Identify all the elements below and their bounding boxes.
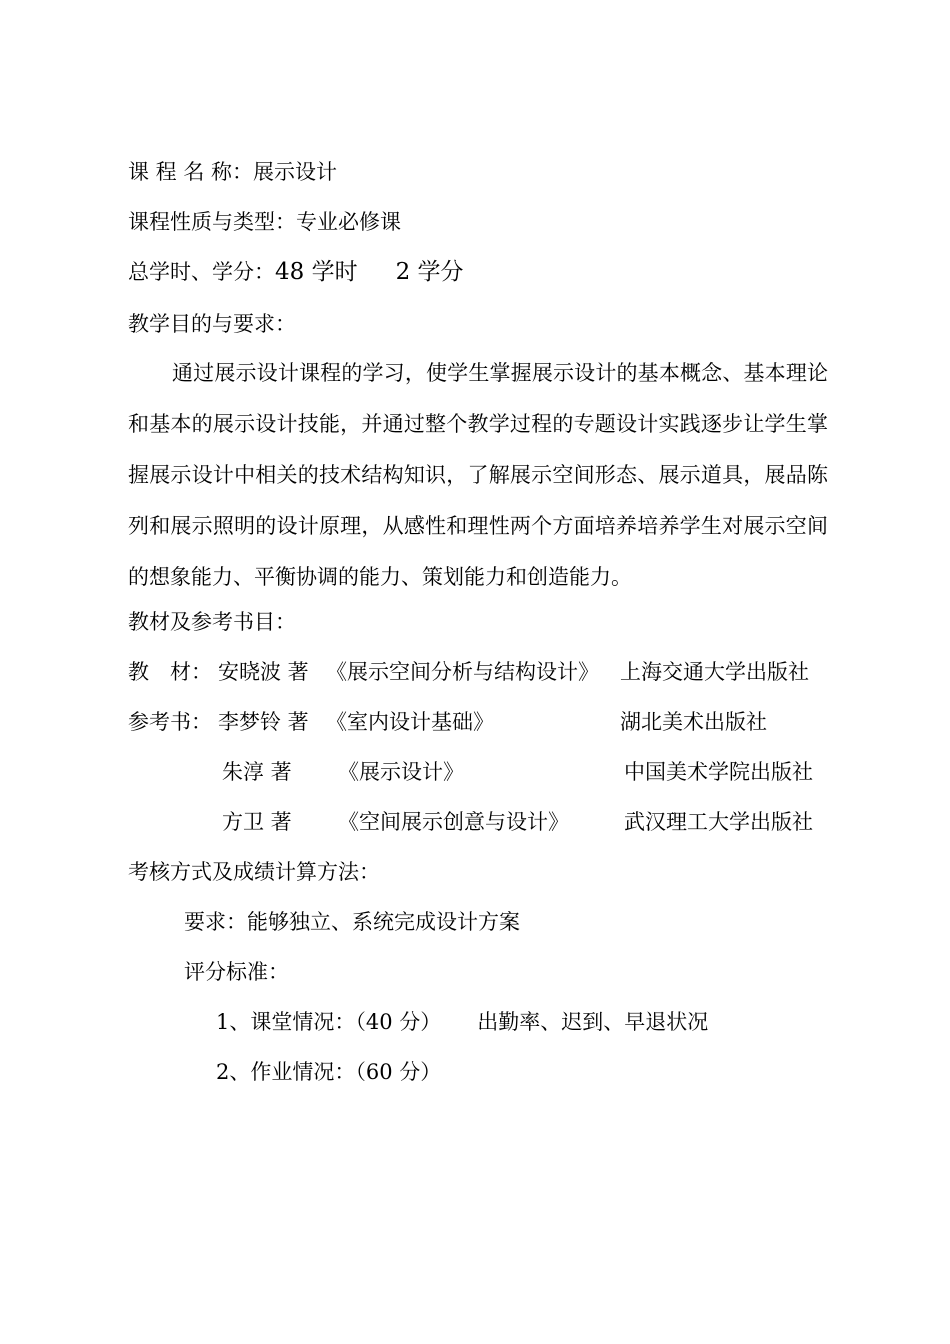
reference-author: 朱淳 著 — [222, 760, 292, 784]
criteria-item — [216, 1058, 441, 1086]
course-name-value: 展示设计 — [253, 160, 338, 184]
course-type-label: 课程性质与类型： — [128, 210, 296, 234]
course-type-row — [128, 208, 401, 236]
books-heading: 教材及参考书目： — [128, 610, 296, 634]
criteria-item-text: 1、课堂情况：（40 分） — [216, 1010, 442, 1034]
assessment-requirement: 要求：能够独立、系统完成设计方案 — [184, 910, 520, 934]
reference-row — [128, 758, 828, 786]
textbook-label: 教 材： — [128, 660, 212, 684]
reference-title: 《空间展示创意与设计》 — [338, 810, 569, 834]
reference-row — [128, 708, 828, 736]
credits-value: 2 学分 — [395, 259, 464, 285]
criteria-item-text: 2、作业情况：（60 分） — [216, 1060, 442, 1084]
reference-title: 《展示设计》 — [338, 760, 464, 784]
hours-value: 48 学时 — [275, 259, 358, 285]
textbook-author: 安晓波 著 — [218, 660, 309, 684]
textbook-publisher: 上海交通大学出版社 — [620, 660, 809, 684]
references-label: 参考书： — [128, 710, 212, 734]
criteria-item-detail: 出勤率、迟到、早退状况 — [477, 1010, 709, 1034]
reference-author: 方卫 著 — [222, 810, 292, 834]
course-name-row — [128, 158, 337, 186]
reference-publisher: 中国美术学院出版社 — [624, 760, 813, 784]
objectives-paragraph: 通过展示设计课程的学习，使学生掌握展示设计的基本概念、基本理论和基本的展示设计技能，并通过整个教学过程的专题设计实践逐步让学生掌握展示设计中相关的技术结构知识，了解展示空间形态、展示道具，展品陈列和展示照明的设计原理，从感性和理性两个方面培养培养学生对展示空间的想象能力、平衡协调的能力、策划能力和创造能力。 — [128, 361, 828, 589]
reference-title: 《室内设计基础》 — [326, 710, 494, 734]
hours-credits-row — [128, 258, 464, 286]
hours-credits-label: 总学时、学分： — [128, 260, 275, 284]
criteria-item — [216, 1008, 708, 1036]
criteria-heading: 评分标准： — [184, 960, 289, 984]
reference-publisher: 武汉理工大学出版社 — [624, 810, 813, 834]
objectives-heading: 教学目的与要求： — [128, 312, 296, 336]
reference-row — [128, 808, 828, 836]
textbook-title: 《展示空间分析与结构设计》 — [326, 660, 599, 684]
reference-author: 李梦铃 著 — [218, 710, 309, 734]
textbook-row — [128, 658, 828, 686]
reference-publisher: 湖北美术出版社 — [620, 710, 767, 734]
course-name-label: 课 程 名 称： — [128, 160, 254, 184]
course-type-value: 专业必修课 — [296, 210, 401, 234]
assessment-heading: 考核方式及成绩计算方法： — [128, 860, 380, 884]
